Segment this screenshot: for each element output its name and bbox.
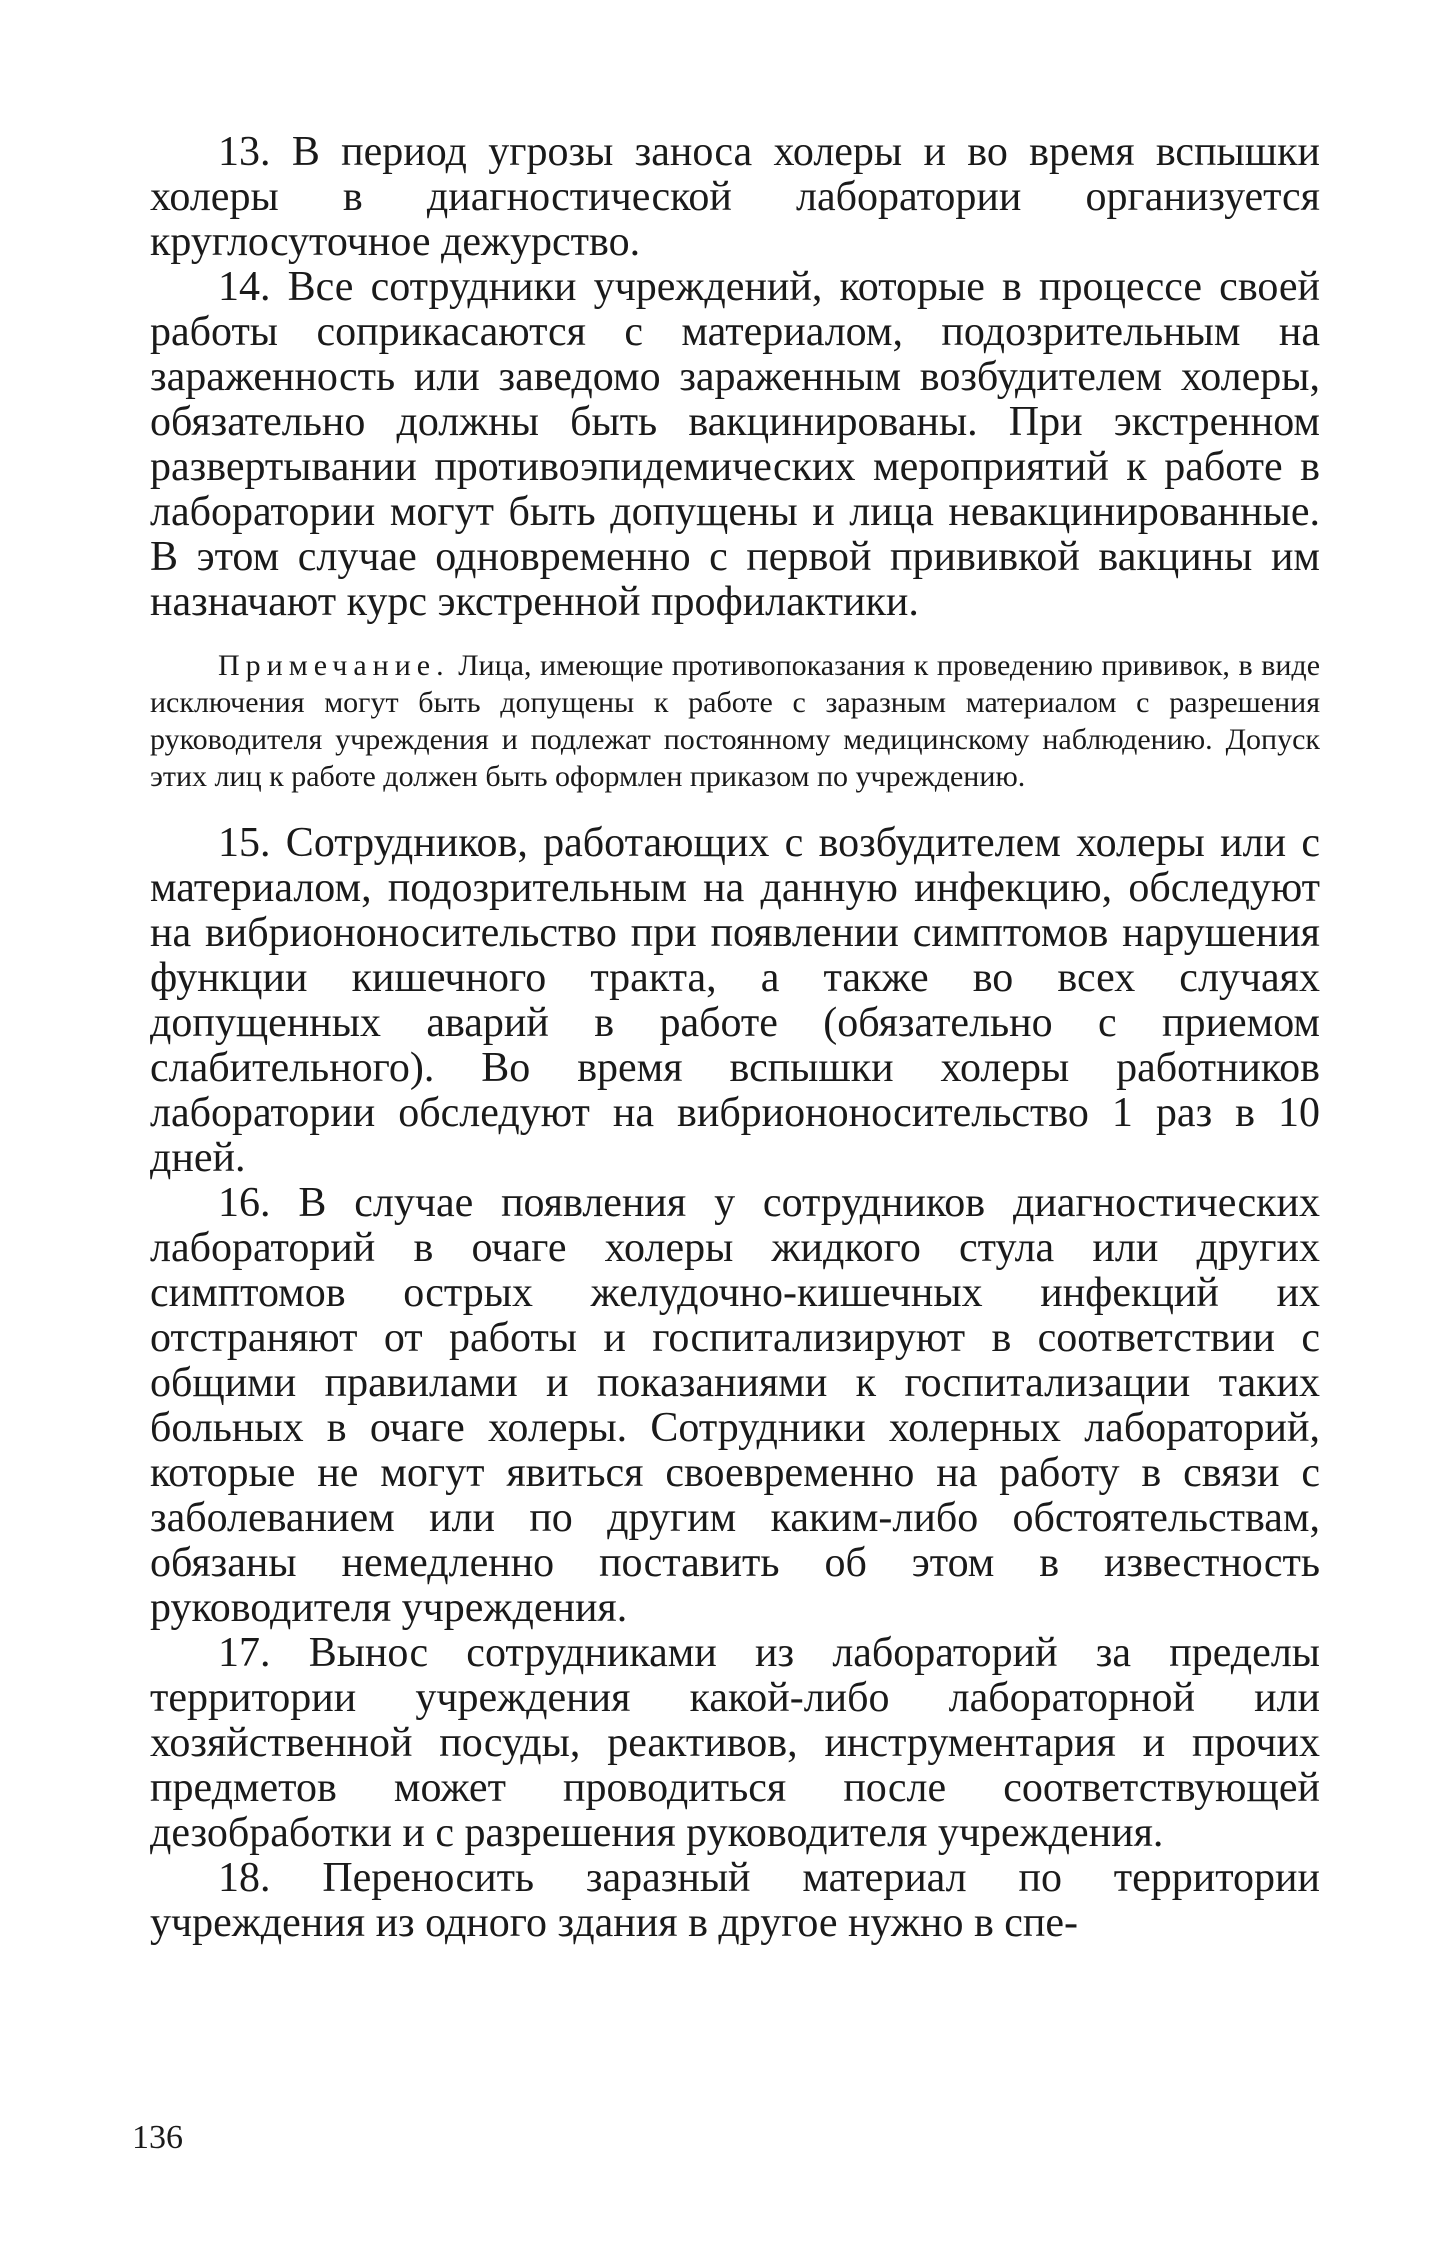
paragraph-16: 16. В случае появления у сотрудников диагностических лабораторий в очаге холеры жидкого стула или других симптомов острых желудочно-кишечных инфекций их отстраняют от работы и госпитализируют в соответствии с общими правилами и показаниями к госпитализации таких больных в очаге холеры. Сотрудники холерных лабораторий, которые не могут явиться своевременно на работу в связи с заболеванием или по другим каким-либо обстоятельствам, обязаны немедленно поставить об этом в известность руководителя учреждения. [150, 1180, 1320, 1631]
note-text: Лица, имеющие противопоказания к проведению прививок, в виде исключения могут быть допущены к работе с заразным материалом с разрешения руководителя учреждения и подлежат постоянному медицинскому наблюдению. Допуск этих лиц к работе должен быть оформлен приказом по учреждению. [150, 649, 1321, 793]
note-label: Примечание. [218, 649, 450, 682]
paragraph-14: 14. Все сотрудники учреждений, которые в процессе своей работы соприкасаются с материалом, подозрительным на зараженность или заведомо зараженным возбудителем холеры, обязательно должны быть вакцинированы. При экстренном развертывании противоэпидемических мероприятий к работе в лаборатории могут быть допущены и лица невакцинированные. В этом случае одновременно с первой прививкой вакцины им назначают курс экстренной профилактики. [150, 264, 1320, 625]
page-number: 136 [132, 2119, 183, 2156]
paragraph-15: 15. Сотрудников, работающих с возбудителем холеры или с материалом, подозрительным на данную инфекцию, обследуют на вибриононосительство при появлении симптомов нарушения функции кишечного тракта, а также во всех случаях допущенных аварий в работе (обязательно с приемом слабительного). Во время вспышки холеры работников лаборатории обследуют на вибриононосительство 1 раз в 10 дней. [150, 820, 1320, 1181]
paragraph-17: 17. Вынос сотрудниками из лабораторий за пределы территории учреждения какой-либо лабораторной или хозяйственной посуды, реактивов, инструментария и прочих предметов может проводиться после соответствующей дезобработки и с разрешения руководителя учреждения. [150, 1630, 1320, 1856]
paragraph-18: 18. Переносить заразный материал по территории учреждения из одного здания в другое нужно в спе- [150, 1855, 1320, 1946]
note-block [150, 647, 1320, 795]
paragraph-13: 13. В период угрозы заноса холеры и во время вспышки холеры в диагностической лаборатории организуется круглосуточное дежурство. [150, 129, 1320, 265]
document-page [150, 130, 1320, 1946]
